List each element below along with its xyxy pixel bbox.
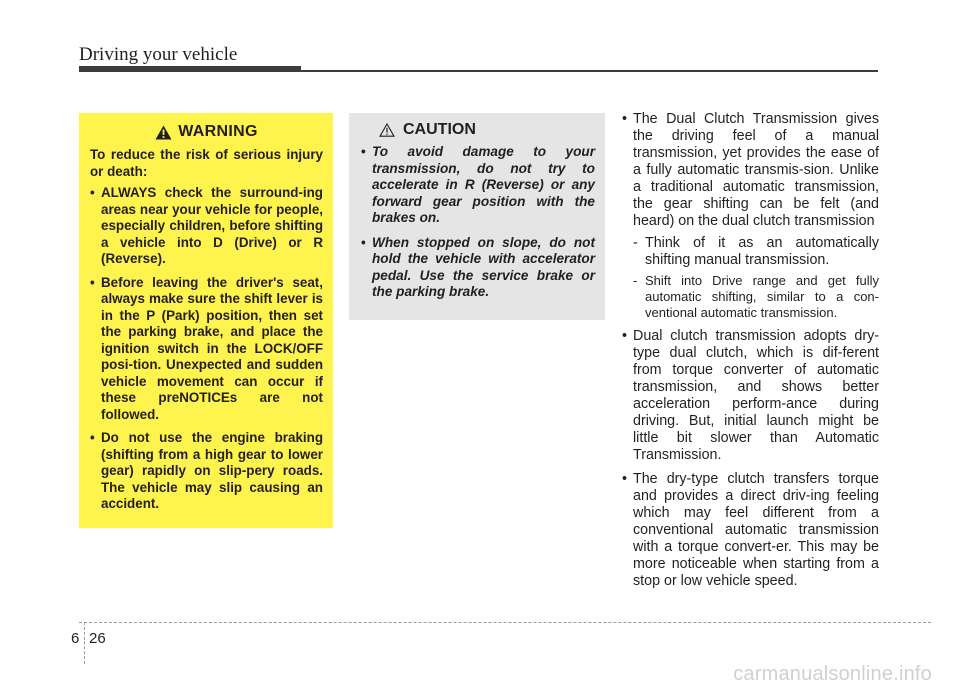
footer-rule xyxy=(79,622,931,623)
body-sublist xyxy=(633,235,879,321)
warning-list xyxy=(90,185,323,513)
header-title: Driving your vehicle xyxy=(79,44,238,65)
body-list xyxy=(621,111,879,590)
caution-item: • When stopped on slope, do not hold the vehicle with accelerator pedal. Use the service brake or the parking brake. xyxy=(361,235,595,301)
chapter-number: 6 xyxy=(71,630,80,647)
caution-list xyxy=(361,144,595,301)
warning-triangle-icon xyxy=(155,125,172,140)
body-column xyxy=(621,111,879,597)
body-subitem: - Shift into Drive range and get fully automatic shifting, similar to a con-ventional automatic transmission. xyxy=(633,273,879,321)
warning-item: • ALWAYS check the surround-ing areas near your vehicle for people, especially children, before shifting a vehicle into D (Drive) or R (Reverse). xyxy=(90,185,323,268)
caution-item: • To avoid damage to your transmission, do not try to accelerate in R (Reverse) or any forward gear position with the brakes on. xyxy=(361,144,595,227)
body-item: • Dual clutch transmission adopts dry-type dual clutch, which is dif-ferent from torque converter of automatic transmission, and shows better acceleration perform-ance during driving. But, initial launch might be little bit slower than Automatic Transmission. xyxy=(621,328,879,464)
caution-box xyxy=(349,113,605,320)
warning-box xyxy=(79,113,333,528)
caution-title: CAUTION xyxy=(403,121,476,138)
caution-triangle-icon xyxy=(379,123,395,137)
body-item: • The dry-type clutch transfers torque and provides a direct driv-ing feeling which may feel different from a conventional automatic transmission with a torque convert-er. This may be more noticeable when starting from a stop or low vehicle speed. xyxy=(621,471,879,590)
page-number: 26 xyxy=(89,630,106,647)
caution-heading xyxy=(379,121,595,139)
warning-title: WARNING xyxy=(178,123,258,140)
warning-item: • Before leaving the driver's seat, always make sure the shift lever is in the P (Park) position, then set the parking brake, and place the ignition switch in the LOCK/OFF posi-tion. Unexpected and sudden vehicle movement can occur if these preNOTICEs are not followed. xyxy=(90,275,323,424)
header-rule-thin xyxy=(301,70,878,72)
body-subitem: - Think of it as an automatically shifting manual transmission. xyxy=(633,235,879,269)
warning-item: • Do not use the engine braking (shifting from a high gear to lower gear) rapidly on slip-pery roads. The vehicle may slip causing an accident. xyxy=(90,430,323,513)
footer-divider xyxy=(84,622,85,664)
warning-heading xyxy=(90,123,323,141)
header-rule-thick xyxy=(79,66,301,72)
warning-intro: To reduce the risk of serious injury or death: xyxy=(90,147,323,179)
watermark: carmanualsonline.info xyxy=(733,663,932,685)
body-item xyxy=(621,111,879,321)
body-item-text: The Dual Clutch Transmission gives the driving feel of a manual transmission, yet provides the ease of a fully automatic transmis-sion. Unlike a traditional automatic transmission, the gear shifting can be felt (and heard) on the dual clutch transmission xyxy=(633,111,879,229)
